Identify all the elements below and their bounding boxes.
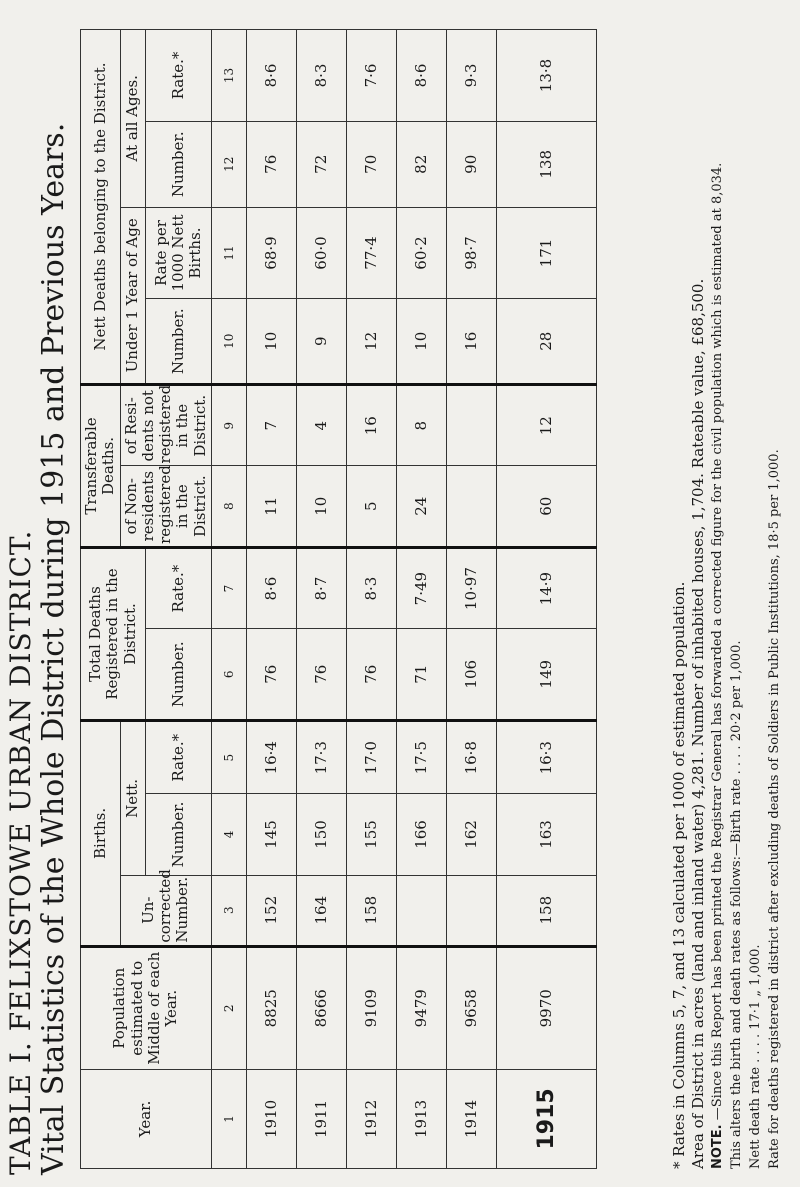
col-births-rate: Rate.* (146, 721, 212, 794)
table-cell: 9479 (396, 946, 446, 1069)
col-births: Births. (81, 721, 121, 947)
table-cell: 8 (211, 466, 246, 547)
table-cell: 8825 (246, 946, 296, 1069)
table-cell: 82 (396, 121, 446, 207)
table-cell (446, 466, 496, 547)
col-population: Population estimated to Middle of each Year. (81, 946, 212, 1069)
col-all-number: Number. (146, 121, 212, 207)
table-cell: 24 (396, 466, 446, 547)
footnote-soldiers: Rate for deaths registered in district after excluding deaths of Soldiers in Public Institutions, 18·5 per 1,000. (767, 449, 782, 1169)
table-row (296, 30, 346, 1169)
table-cell: 1910 (246, 1069, 296, 1168)
table-cell: 150 (296, 794, 346, 875)
column-number-row (211, 30, 246, 1169)
table-cell: 8·3 (296, 30, 346, 122)
table-cell: 7 (246, 385, 296, 466)
table-cell: 138 (496, 121, 596, 207)
table-cell: 12 (211, 121, 246, 207)
col-nett-deaths: Nett Deaths belonging to the District. (81, 30, 121, 385)
header-row-1 (81, 30, 121, 1169)
table-cell: 17·0 (346, 721, 396, 794)
col-transferable: Transferable Deaths. (81, 385, 121, 548)
table-cell: 8·7 (296, 547, 346, 628)
table-cell: 12 (496, 385, 596, 466)
table-cell: 3 (211, 875, 246, 946)
table-cell: 158 (496, 875, 596, 946)
table-title: Vital Statistics of the Whole District during 1915 and Previous Years. (36, 122, 71, 1175)
table-cell: 8·6 (246, 30, 296, 122)
table-cell: 98·7 (446, 207, 496, 299)
table-cell: 76 (296, 629, 346, 721)
table-cell (446, 875, 496, 946)
col-infant-rate: Rate per 1000 Nett Births. (146, 207, 212, 299)
table-cell: 5 (211, 721, 246, 794)
table-row (396, 30, 446, 1169)
table-cell: 162 (446, 794, 496, 875)
table-cell: 16·3 (496, 721, 596, 794)
table-cell: 171 (496, 207, 596, 299)
table-cell: 149 (496, 629, 596, 721)
table-row-current-year (496, 30, 596, 1169)
table-cell: 76 (346, 629, 396, 721)
col-year: Year. (81, 1069, 212, 1168)
table-cell: 16·4 (246, 721, 296, 794)
table-cell: 16·8 (446, 721, 496, 794)
table-cell: 163 (496, 794, 596, 875)
table-cell: 106 (446, 629, 496, 721)
table-cell: 1915 (496, 1069, 596, 1168)
footnote-death-rate: Nett death rate . . . . 17·1 „ 1,000. (748, 944, 763, 1169)
table-cell: 60·0 (296, 207, 346, 299)
table-cell: 68·9 (246, 207, 296, 299)
table-cell: 9109 (346, 946, 396, 1069)
table-cell: 10 (296, 466, 346, 547)
table-row (346, 30, 396, 1169)
table-cell: 28 (496, 299, 596, 385)
table-cell: 10 (396, 299, 446, 385)
table-cell: 9·3 (446, 30, 496, 122)
table-cell: 1911 (296, 1069, 346, 1168)
table-cell: 6 (211, 629, 246, 721)
table-cell: 9658 (446, 946, 496, 1069)
table-cell: 166 (396, 794, 446, 875)
table-row (246, 30, 296, 1169)
footnote-note: NOTE. —Since this Report has been printed the Registrar General has forwarded a corrected figure for the civil population which is estimated at 8,034. (710, 162, 725, 1169)
table-cell: 10 (246, 299, 296, 385)
col-all-ages: At all Ages. (120, 30, 146, 208)
col-uncorrected: Un-corrected Number. (120, 875, 211, 946)
table-cell: 9970 (496, 946, 596, 1069)
table-cell: 90 (446, 121, 496, 207)
col-births-nett: Nett. (120, 721, 146, 876)
col-births-number: Number. (146, 794, 212, 875)
table-cell: 8·6 (246, 547, 296, 628)
table-cell (446, 385, 496, 466)
table-cell: 164 (296, 875, 346, 946)
table-cell: 8 (396, 385, 446, 466)
table-cell: 145 (246, 794, 296, 875)
table-cell: 7·49 (396, 547, 446, 628)
table-cell: 158 (346, 875, 396, 946)
table-cell: 13·8 (496, 30, 596, 122)
table-cell: 77·4 (346, 207, 396, 299)
table-cell: 5 (346, 466, 396, 547)
table-cell: 9 (296, 299, 346, 385)
table-row (446, 30, 496, 1169)
col-deaths-rate: Rate.* (146, 547, 212, 628)
col-all-rate: Rate.* (146, 30, 212, 122)
table-cell: 72 (296, 121, 346, 207)
table-cell: 2 (211, 946, 246, 1069)
table-cell: 155 (346, 794, 396, 875)
table-cell: 60 (496, 466, 596, 547)
table-cell: 1 (211, 1069, 246, 1168)
table-cell: 8·3 (346, 547, 396, 628)
table-cell: 76 (246, 121, 296, 207)
table-cell: 4 (211, 794, 246, 875)
col-total-deaths: Total Deaths Registered in the District. (81, 547, 146, 720)
vital-statistics-table (80, 29, 597, 1169)
table-cell: 7 (211, 547, 246, 628)
table-cell: 9 (211, 385, 246, 466)
table-cell: 1912 (346, 1069, 396, 1168)
table-cell: 16 (346, 385, 396, 466)
col-under-1: Under 1 Year of Age (120, 207, 146, 384)
table-cell: 4 (296, 385, 346, 466)
table-cell: 11 (211, 207, 246, 299)
table-heading: TABLE I. FELIXSTOWE URBAN DISTRICT. (4, 529, 37, 1175)
table-cell: 16 (446, 299, 496, 385)
col-infant-number: Number. (146, 299, 212, 385)
table-cell: 12 (346, 299, 396, 385)
table-cell: 152 (246, 875, 296, 946)
footnote-area: Area of District in acres (land and inland water) 4,281. Number of inhabited houses, 1,704. Rateable value, £68,500. (689, 278, 707, 1169)
table-cell: 8·6 (396, 30, 446, 122)
table-cell: 76 (246, 629, 296, 721)
col-residents-not: of Resi-dents not registered in the District. (120, 385, 211, 466)
table-cell: 7·6 (346, 30, 396, 122)
table-cell: 70 (346, 121, 396, 207)
table-cell: 10 (211, 299, 246, 385)
footnotes (670, 29, 784, 1169)
table-cell: 71 (396, 629, 446, 721)
table-cell: 1914 (446, 1069, 496, 1168)
col-non-residents: of Non-residents registered in the District. (120, 466, 211, 547)
table-cell: 17·3 (296, 721, 346, 794)
footnote-alters: This alters the birth and death rates as follows:—Birth rate . . . . 20·2 per 1,000. (729, 640, 744, 1169)
table-cell: 60·2 (396, 207, 446, 299)
col-deaths-number: Number. (146, 629, 212, 721)
table-cell: 14·9 (496, 547, 596, 628)
table-cell: 10·97 (446, 547, 496, 628)
table-cell: 13 (211, 30, 246, 122)
table-cell: 8666 (296, 946, 346, 1069)
table-cell: 17·5 (396, 721, 446, 794)
footnote-rates: * Rates in Columns 5, 7, and 13 calculated per 1000 of estimated population. (670, 581, 688, 1169)
table-cell: 11 (246, 466, 296, 547)
table-cell: 1913 (396, 1069, 446, 1168)
table-cell (396, 875, 446, 946)
